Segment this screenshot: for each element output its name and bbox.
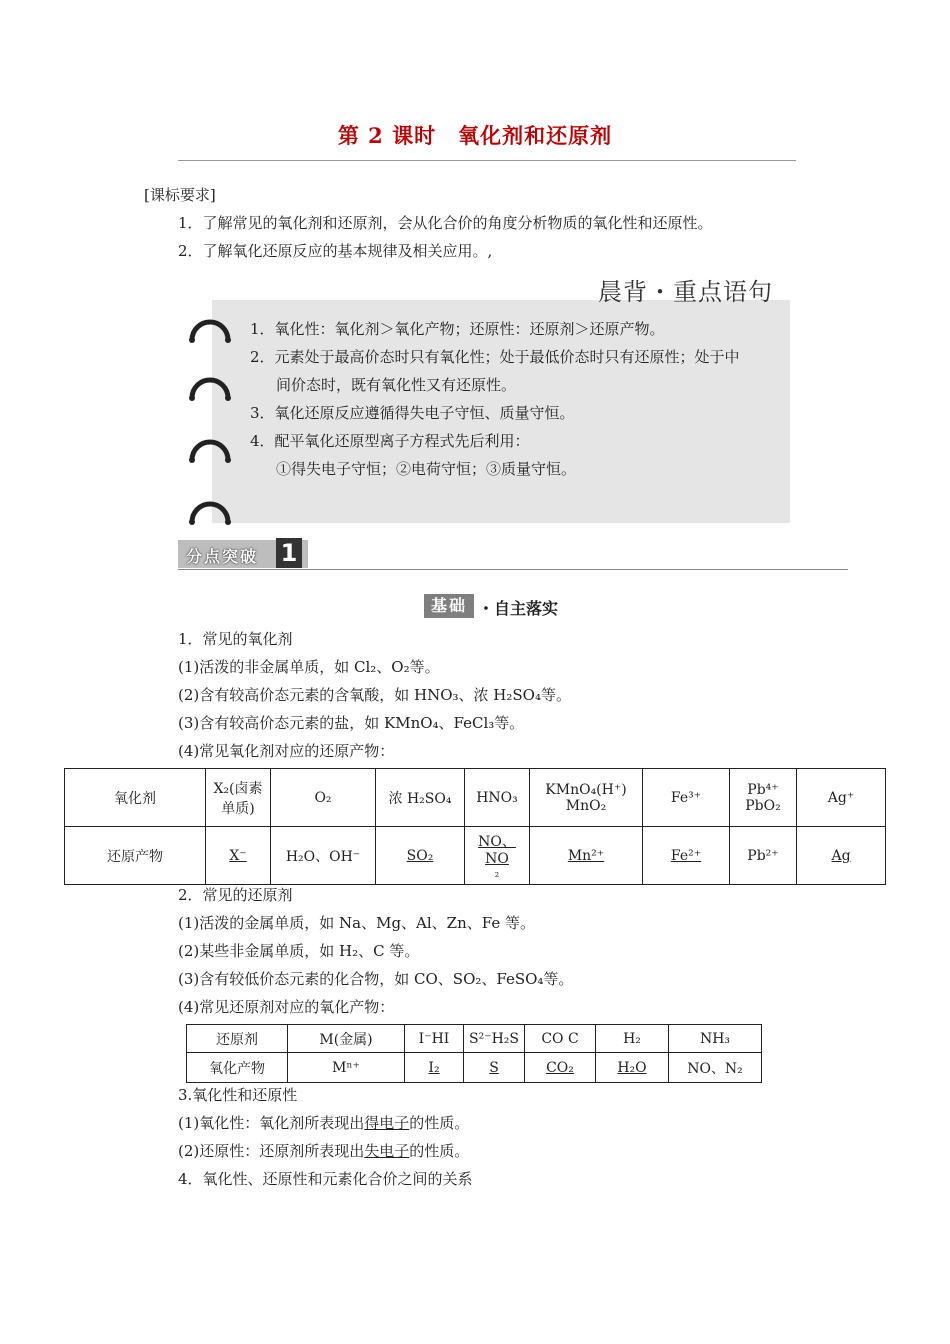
reductant-item: (3)含有较低价态元素的化合物，如 CO、SO₂、FeSO₄等。	[178, 970, 574, 988]
table-cell	[730, 769, 797, 827]
table-cell: S²⁻H₂S	[464, 1025, 525, 1053]
reducing-definition	[178, 1140, 469, 1161]
table-cell: I₂	[405, 1053, 464, 1083]
table-cell: Fe³⁺	[643, 769, 730, 827]
binder-ring-icon	[188, 374, 232, 402]
table-cell: CO C	[525, 1025, 596, 1053]
key-points-header: 晨背・重点语句	[598, 278, 773, 306]
table-cell: H₂O、OH⁻	[271, 827, 376, 885]
table-cell: Fe²⁺	[643, 827, 730, 885]
table-cell: S	[464, 1053, 525, 1083]
table-cell: O₂	[271, 769, 376, 827]
properties-heading: 3.氧化性和还原性	[178, 1086, 298, 1104]
definition-keyword: 失电子	[364, 1142, 410, 1160]
requirements-label: [课标要求]	[144, 186, 216, 204]
oxidant-item: (4)常见氧化剂对应的还原产物：	[178, 742, 395, 760]
definition-keyword: 得电子	[364, 1114, 410, 1132]
table-cell: M(金属)	[288, 1025, 405, 1053]
reductant-item: (2)某些非金属单质，如 H₂、C 等。	[178, 942, 420, 960]
reductant-table	[186, 1024, 762, 1083]
table-cell: 氧化剂	[65, 769, 206, 827]
binder-ring-icon	[188, 436, 232, 464]
section-tag-label: 分点突破	[186, 547, 259, 566]
table-cell-line: ₂	[494, 867, 500, 880]
key-point: 间价态时，既有氧化性又有还原性。	[276, 376, 517, 394]
key-point: 3．氧化还原反应遵循得失电子守恒、质量守恒。	[250, 404, 575, 422]
table-cell-line: NO、NO	[478, 834, 516, 867]
table-cell	[465, 827, 530, 885]
table-cell: Ag⁺	[797, 769, 886, 827]
key-point: 4．配平氧化还原型离子方程式先后利用：	[250, 432, 530, 450]
basic-subtitle: ・自主落实	[478, 599, 559, 618]
oxidant-table	[64, 768, 886, 885]
table-cell	[530, 769, 643, 827]
reductant-item: (1)活泼的金属单质，如 Na、Mg、Al、Zn、Fe 等。	[178, 914, 535, 932]
key-point: 1．氧化性：氧化剂＞氧化产物；还原性：还原剂＞还原产物。	[250, 320, 665, 338]
oxidant-item: (1)活泼的非金属单质，如 Cl₂、O₂等。	[178, 658, 440, 676]
table-cell: 浓 H₂SO₄	[376, 769, 465, 827]
table-cell: Mn²⁺	[530, 827, 643, 885]
title-divider	[178, 160, 796, 161]
basic-badge: 基础	[424, 594, 474, 618]
binder-ring-icon	[188, 316, 232, 344]
table-cell: Ag	[797, 827, 886, 885]
oxidant-item: (2)含有较高价态元素的含氧酸，如 HNO₃、浓 H₂SO₄等。	[178, 686, 571, 704]
definition-text: (2)还原性：还原剂所表现出	[178, 1142, 365, 1160]
table-cell: Mⁿ⁺	[288, 1053, 405, 1083]
page-title: 第 2 课时 氧化剂和还原剂	[337, 123, 613, 148]
table-cell: 还原剂	[187, 1025, 288, 1053]
table-cell: HNO₃	[465, 769, 530, 827]
oxidant-item: (3)含有较高价态元素的盐，如 KMnO₄、FeCl₃等。	[178, 714, 525, 732]
oxidants-heading: 1．常见的氧化剂	[178, 630, 293, 648]
table-cell-line: Pb⁴⁺	[747, 781, 779, 798]
table-cell: X₂(卤素单质)	[206, 769, 271, 827]
table-cell-line: KMnO₄(H⁺)	[545, 781, 627, 798]
section-tag-number: 1	[276, 538, 302, 568]
reductants-heading: 2．常见的还原剂	[178, 886, 293, 904]
table-cell-line: PbO₂	[745, 797, 781, 814]
table-cell: X⁻	[206, 827, 271, 885]
definition-text: 的性质。	[409, 1114, 470, 1132]
oxidizing-definition	[178, 1112, 469, 1133]
key-point: ①得失电子守恒；②电荷守恒；③质量守恒。	[276, 460, 577, 478]
table-cell: SO₂	[376, 827, 465, 885]
definition-text: 的性质。	[409, 1142, 470, 1160]
relation-heading: 4．氧化性、还原性和元素化合价之间的关系	[178, 1170, 473, 1188]
requirement-item: 1．了解常见的氧化剂和还原剂，会从化合价的角度分析物质的氧化性和还原性。	[178, 214, 713, 232]
table-cell-line: MnO₂	[565, 797, 607, 814]
table-cell: Pb²⁺	[730, 827, 797, 885]
table-cell: 还原产物	[65, 827, 206, 885]
table-cell: CO₂	[525, 1053, 596, 1083]
reductant-item: (4)常见还原剂对应的氧化产物：	[178, 998, 395, 1016]
table-cell: H₂	[596, 1025, 669, 1053]
key-point: 2．元素处于最高价态时只有氧化性；处于最低价态时只有还原性；处于中	[250, 348, 740, 366]
binder-ring-icon	[188, 498, 232, 526]
table-cell: H₂O	[596, 1053, 669, 1083]
section-divider	[178, 569, 848, 570]
table-cell: NO、N₂	[669, 1053, 762, 1083]
table-cell: NH₃	[669, 1025, 762, 1053]
definition-text: (1)氧化性：氧化剂所表现出	[178, 1114, 365, 1132]
table-cell: I⁻HI	[405, 1025, 464, 1053]
requirement-item: 2．了解氧化还原反应的基本规律及相关应用。,	[178, 242, 493, 260]
table-cell: 氧化产物	[187, 1053, 288, 1083]
